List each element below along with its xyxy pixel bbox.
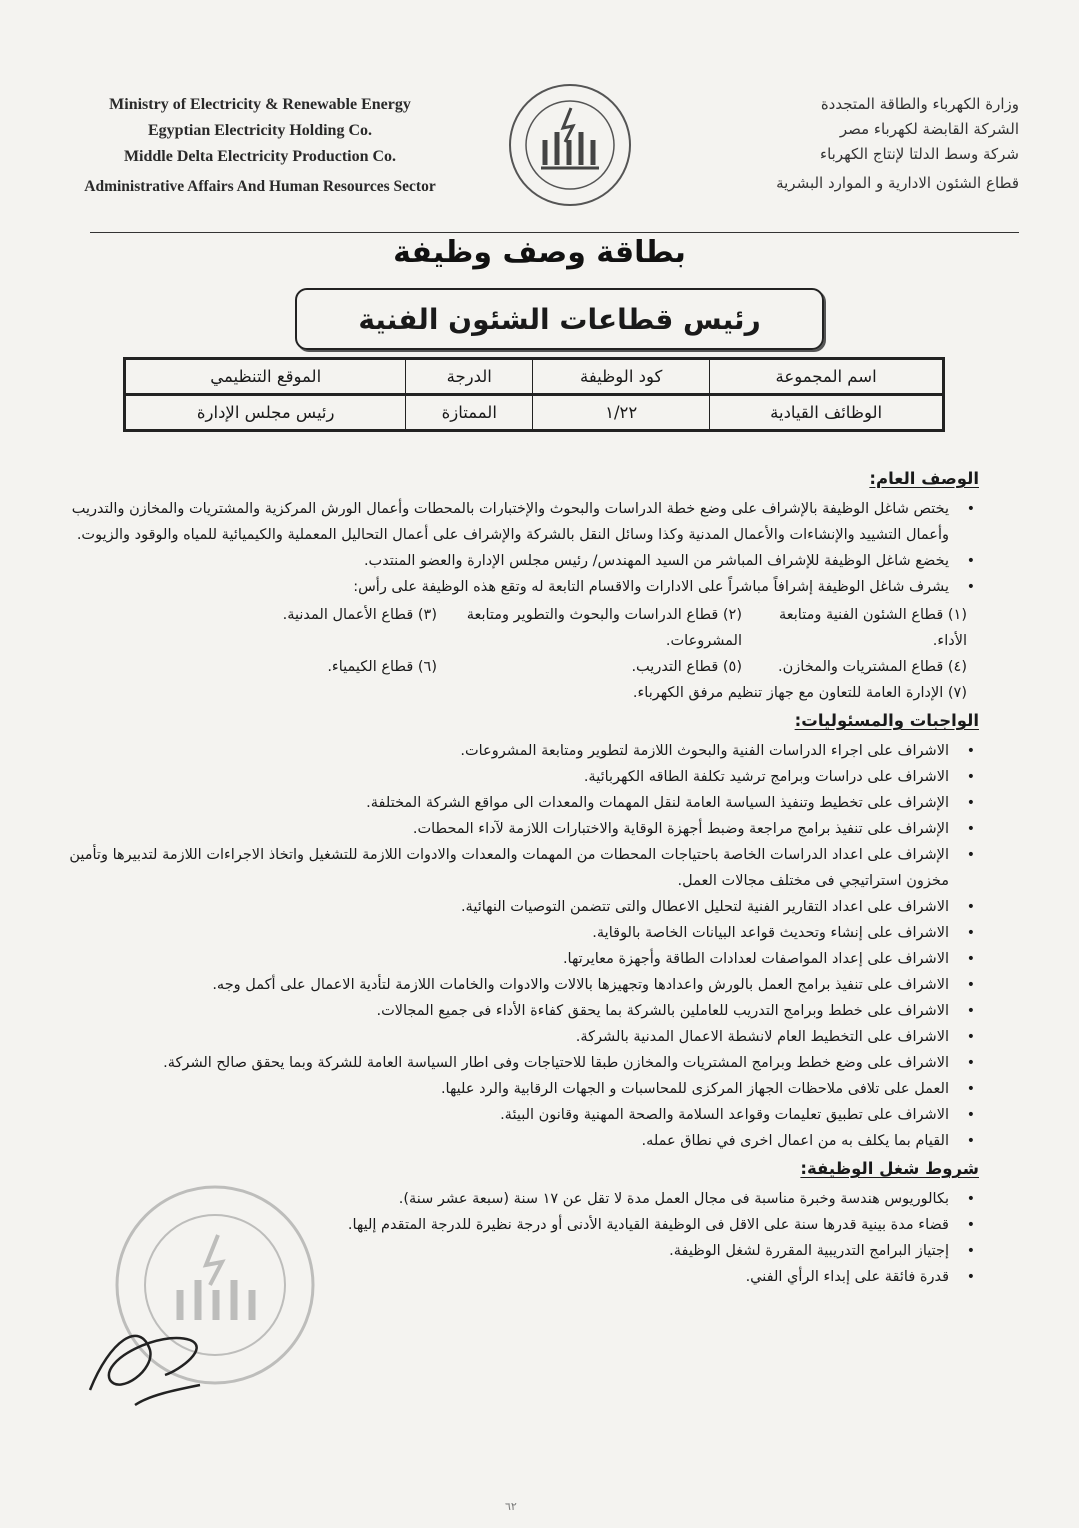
- general-description-list: [55, 496, 979, 600]
- list-item: • الإشراف على اعداد الدراسات الخاصة باحتياجات المحطات من المهمات والمعدات والادوات اللازمة للتشغيل واتخاذ الاجراءات اللازمة لتدبيرها وتأمين مخزون استراتيجي فى مختلف مجالات العمل.: [55, 842, 949, 894]
- sector-item: (١) قطاع الشئون الفنية ومتابعة الأداء.: [778, 607, 967, 649]
- table-cell: رئيس مجلس الإدارة: [125, 395, 406, 431]
- sector-item: (٧) الإدارة العامة للتعاون مع جهاز تنظيم مرفق الكهرباء.: [632, 685, 967, 701]
- list-item: • الاشراف على وضع خطط وبرامج المشتريات والمخازن طبقا للاحتياجات وفى اطار السياسة العامة للشركة وبما يحقق صالح الشركة.: [55, 1050, 949, 1076]
- table-header-cell: اسم المجموعة: [710, 359, 944, 395]
- table-header-cell: الموقع التنظيمي: [125, 359, 406, 395]
- list-item: • الاشراف على التخطيط العام لانشطة الاعمال المدنية بالشركة.: [55, 1024, 949, 1050]
- list-item: • الاشراف على اعداد التقارير الفنية لتحليل الاعطال والتى تتضمن التوصيات النهائية.: [55, 894, 949, 920]
- list-item: • قدرة فائقة على إبداء الرأي الفني.: [55, 1264, 949, 1290]
- table-cell: ١/٢٢: [533, 395, 710, 431]
- conditions-heading: شروط شغل الوظيفة:: [800, 1159, 979, 1178]
- table-cell: الوظائف القيادية: [710, 395, 944, 431]
- list-item: • يختص شاغل الوظيفة بالإشراف على وضع خطة الدراسات والبحوث والإختبارات بالمحطات وأعمال الورش المركزية والمشتريات والمخازن والتدريب وأعمال التشييد والإنشاءات والأعمال المدنية وكذا وسائل النقل بالشركة والإشراف على أعمال التحاليل المعملية والكيميائية للمياه والوقود والزيوت.: [55, 496, 949, 548]
- list-item: • الاشراف على تنفيذ برامج العمل بالورش واعدادها وتجهيزها بالالات والادوات والخامات اللازمة لتأدية الاعمال على أكمل وجه.: [55, 972, 949, 998]
- job-title-box: [295, 288, 824, 350]
- duties-list: [55, 738, 979, 1154]
- document-body: [55, 466, 979, 1290]
- table-header-cell: كود الوظيفة: [533, 359, 710, 395]
- general-description-heading: الوصف العام:: [869, 469, 979, 488]
- supervised-sectors: [55, 602, 979, 706]
- list-item: • الاشراف على تطبيق تعليمات وقواعد السلامة والصحة المهنية وقانون البيئة.: [55, 1102, 949, 1128]
- job-title: رئيس قطاعات الشئون الفنية: [358, 302, 761, 336]
- list-item: • الإشراف على تخطيط وتنفيذ السياسة العامة لنقل المهمات والمعدات الى مواقع الشركة المختلفة.: [55, 790, 949, 816]
- list-item: • الإشراف على تنفيذ برامج مراجعة وضبط أجهزة الوقاية والاختبارات اللازمة لآداء المحطات.: [55, 816, 949, 842]
- table-header-cell: الدرجة: [406, 359, 533, 395]
- sector-name-en: Administrative Affairs And Human Resources Sector: [84, 178, 436, 195]
- holding-name-en: Egyptian Electricity Holding Co.: [148, 122, 372, 139]
- list-item: • الاشراف على اجراء الدراسات الفنية والبحوث اللازمة لتطوير ومتابعة المشروعات.: [55, 738, 949, 764]
- signature-icon: [80, 1300, 220, 1420]
- sector-item: (٦) قطاع الكيمياء.: [327, 659, 437, 675]
- list-item: • القيام بما يكلف به من اعمال اخرى في نطاق عمله.: [55, 1128, 949, 1154]
- company-name-ar: شركة وسط الدلتا لإنتاج الكهرباء: [820, 145, 1019, 163]
- sector-item: (٥) قطاع التدريب.: [631, 659, 742, 675]
- duties-heading: الواجبات والمسئوليات:: [794, 711, 979, 730]
- holding-name-ar: الشركة القابضة لكهرباء مصر: [839, 120, 1019, 138]
- list-item: • قضاء مدة بينية قدرها سنة على الاقل فى الوظيفة القيادية الأدنى أو درجة نظيرة للدرجة المتقدم إليها.: [55, 1212, 949, 1238]
- list-item: • إجتياز البرامج التدريبية المقررة لشغل الوظيفة.: [55, 1238, 949, 1264]
- header-divider: [90, 232, 1019, 233]
- table-row: [125, 395, 944, 431]
- table-header-row: [125, 359, 944, 395]
- card-title: بطاقة وصف وظيفة: [393, 235, 686, 270]
- ministry-name-ar: وزارة الكهرباء والطاقة المتجددة: [820, 95, 1019, 113]
- list-item: • الاشراف على خطط وبرامج التدريب للعاملين بالشركة بما يحقق كفاءة الأداء فى جميع المجالات.: [55, 998, 949, 1024]
- table-cell: الممتازة: [406, 395, 533, 431]
- list-item: • الاشراف على إنشاء وتحديث قواعد البيانات الخاصة بالوقاية.: [55, 920, 949, 946]
- list-item: • الاشراف على دراسات وبرامج ترشيد تكلفة الطاقه الكهربائية.: [55, 764, 949, 790]
- page-mark: ٦٢: [505, 1500, 517, 1513]
- sector-name-ar: قطاع الشئون الادارية و الموارد البشرية: [776, 174, 1019, 192]
- list-item: • العمل على تلافى ملاحظات الجهاز المركزى للمحاسبات و الجهات الرقابية والرد عليها.: [55, 1076, 949, 1102]
- list-item: • الاشراف على إعداد المواصفات لعدادات الطاقة وأجهزة معايرتها.: [55, 946, 949, 972]
- sector-item: (٣) قطاع الأعمال المدنية.: [282, 607, 437, 623]
- list-item: • يشرف شاغل الوظيفة إشرافاً مباشراً على الادارات والاقسام التابعة له وتقع هذه الوظيفة على رأس:: [55, 574, 949, 600]
- ministry-name-en: Ministry of Electricity & Renewable Energy: [109, 96, 411, 113]
- company-name-en: Middle Delta Electricity Production Co.: [123, 148, 397, 165]
- list-item: • بكالوريوس هندسة وخبرة مناسبة فى مجال العمل مدة لا تقل عن ١٧ سنة (سبعة عشر سنة).: [55, 1186, 949, 1212]
- arabic-letterhead: [719, 92, 1019, 196]
- list-item: • يخضع شاغل الوظيفة للإشراف المباشر من السيد المهندس/ رئيس مجلس الإدارة والعضو المنتدب.: [55, 548, 949, 574]
- company-seal-icon: [505, 80, 635, 210]
- job-info-table: [123, 357, 945, 432]
- sector-item: (٤) قطاع المشتريات والمخازن.: [778, 659, 967, 675]
- english-letterhead: [40, 92, 480, 200]
- sector-item: (٢) قطاع الدراسات والبحوث والتطوير ومتابعة المشروعات.: [466, 607, 742, 649]
